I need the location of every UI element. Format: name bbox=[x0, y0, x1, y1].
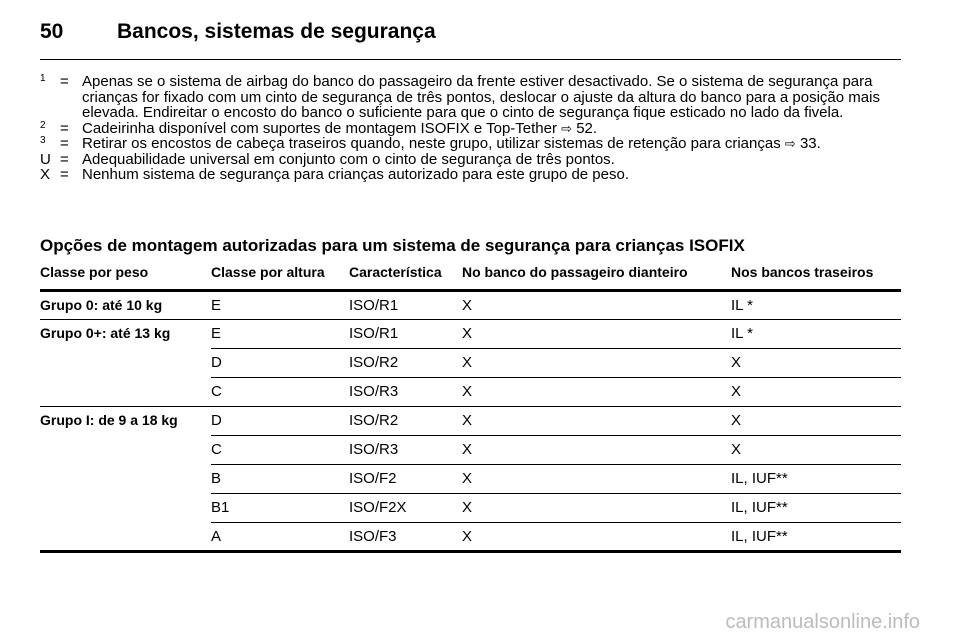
table-cell: A bbox=[211, 523, 349, 552]
table-row bbox=[40, 320, 901, 349]
table-cell: IL, IUF** bbox=[731, 523, 901, 552]
weight-class-cell bbox=[40, 378, 211, 407]
footnote-key: U bbox=[40, 150, 51, 168]
isofix-table bbox=[40, 262, 901, 553]
table-row bbox=[40, 523, 901, 552]
weight-class-cell: Grupo 0+: até 13 kg bbox=[40, 325, 171, 341]
weight-class-cell bbox=[40, 436, 211, 465]
footnote-x: X = Nenhum sistema de segurança para crianças autorizado para este grupo de peso. bbox=[40, 166, 629, 183]
footnote-key: X bbox=[40, 166, 51, 183]
table-cell: X bbox=[462, 378, 731, 407]
table-row bbox=[40, 378, 901, 407]
table-cell: E bbox=[211, 291, 349, 320]
page-title: Bancos, sistemas de segurança bbox=[117, 20, 436, 43]
table-cell: X bbox=[462, 349, 731, 378]
table-cell: X bbox=[462, 436, 731, 465]
page-number: 50 bbox=[40, 20, 64, 43]
column-header: Característica bbox=[349, 264, 442, 280]
footnote-text: Apenas se o sistema de airbag do banco do passageiro da frente estiver desactivado. Se o sistema de segurança para crianças for fixado com um cinto de segurança de três pontos, deslocar o ajuste da altura do banco para a posição mais elevada. Endireitar o encosto do banco o suficiente para que o cinto de segurança fique esticado no lado da fivela. bbox=[82, 73, 880, 121]
page-header bbox=[40, 14, 900, 58]
table-cell: IL * bbox=[731, 320, 901, 349]
footnote-text: Retirar os encostos de cabeça traseiros quando, neste grupo, utilizar sistemas de retenção para crianças bbox=[82, 135, 781, 152]
table-cell: X bbox=[731, 436, 901, 465]
footnote-text: Adequabilidade universal em conjunto com o cinto de segurança de três pontos. bbox=[82, 150, 615, 168]
table-cell: IL, IUF** bbox=[731, 465, 901, 494]
table-row bbox=[40, 436, 901, 465]
table-cell: X bbox=[462, 465, 731, 494]
footnote-key: 3 bbox=[40, 135, 46, 146]
table-cell: ISO/R3 bbox=[349, 378, 462, 407]
table-cell: ISO/R2 bbox=[349, 407, 462, 436]
table-row bbox=[40, 465, 901, 494]
table-cell: E bbox=[211, 320, 349, 349]
weight-class-cell bbox=[40, 465, 211, 494]
weight-class-cell bbox=[40, 523, 211, 552]
table-cell: ISO/F3 bbox=[349, 523, 462, 552]
table-cell: B1 bbox=[211, 494, 349, 523]
column-header: Classe por altura bbox=[211, 264, 325, 280]
footnote-1: 1 = Apenas se o sistema de airbag do banco do passageiro da frente estiver desactivado. Se o sistema de segurança para crianças for fixado com um cinto de segurança de três pontos, deslocar o ajuste da altura do banco para a posição mais elevada. Endireitar o encosto do banco o suficiente para que o cinto de segurança fique esticado no lado da fivela. bbox=[40, 73, 880, 121]
footnote-2: 2 = Cadeirinha disponível com suportes de montagem ISOFIX e Top-Tether ⇨ 52. bbox=[40, 119, 598, 137]
table-cell: X bbox=[462, 494, 731, 523]
header-divider bbox=[40, 59, 901, 60]
table-cell: X bbox=[462, 523, 731, 552]
section-title: Opções de montagem autorizadas para um sistema de segurança para crianças ISOFIX bbox=[40, 236, 745, 255]
page-ref-link[interactable]: 33. bbox=[799, 135, 821, 152]
weight-class-cell bbox=[40, 349, 211, 378]
table-cell: X bbox=[462, 291, 731, 320]
footnote-key: 1 bbox=[40, 73, 46, 84]
footnote-text: Nenhum sistema de segurança para crianças autorizado para este grupo de peso. bbox=[82, 166, 629, 183]
column-header: Nos bancos traseiros bbox=[731, 264, 874, 280]
table-cell: X bbox=[731, 407, 901, 436]
table-cell: IL * bbox=[731, 291, 901, 320]
footnote-3: 3 = Retirar os encostos de cabeça traseiros quando, neste grupo, utilizar sistemas de retenção para crianças ⇨ 33. bbox=[40, 135, 821, 152]
weight-class-cell: Grupo I: de 9 a 18 kg bbox=[40, 412, 178, 428]
table-cell: X bbox=[462, 407, 731, 436]
table-row bbox=[40, 407, 901, 436]
footnotes bbox=[40, 74, 900, 183]
page-ref-link[interactable]: 52. bbox=[576, 119, 598, 137]
table-cell: ISO/R3 bbox=[349, 436, 462, 465]
table-header-row bbox=[40, 262, 901, 291]
table-cell: D bbox=[211, 349, 349, 378]
table-cell: B bbox=[211, 465, 349, 494]
footnote-text: Cadeirinha disponível com suportes de montagem ISOFIX e Top-Tether bbox=[82, 119, 557, 137]
table-cell: X bbox=[731, 349, 901, 378]
table-cell: C bbox=[211, 436, 349, 465]
table-cell: ISO/R1 bbox=[349, 320, 462, 349]
table-cell: ISO/R2 bbox=[349, 349, 462, 378]
table-cell: C bbox=[211, 378, 349, 407]
table-cell: X bbox=[731, 378, 901, 407]
column-header: No banco do passageiro dianteiro bbox=[462, 264, 688, 280]
table-cell: ISO/R1 bbox=[349, 291, 462, 320]
table-row bbox=[40, 291, 901, 320]
footnote-u: U = Adequabilidade universal em conjunto com o cinto de segurança de três pontos. bbox=[40, 150, 615, 168]
table-cell: ISO/F2X bbox=[349, 494, 462, 523]
table-row bbox=[40, 349, 901, 378]
weight-class-cell: Grupo 0: até 10 kg bbox=[40, 291, 211, 320]
page-ref-arrow-icon: ⇨ bbox=[784, 136, 796, 151]
column-header: Classe por peso bbox=[40, 264, 149, 280]
table-cell: IL, IUF** bbox=[731, 494, 901, 523]
table-cell: X bbox=[462, 320, 731, 349]
table-cell: D bbox=[211, 407, 349, 436]
footnote-key: 2 bbox=[40, 119, 46, 131]
watermark: carmanualsonline.info bbox=[725, 611, 920, 633]
table-cell: ISO/F2 bbox=[349, 465, 462, 494]
weight-class-cell bbox=[40, 494, 211, 523]
table-row bbox=[40, 494, 901, 523]
page-ref-arrow-icon: ⇨ bbox=[561, 120, 573, 136]
